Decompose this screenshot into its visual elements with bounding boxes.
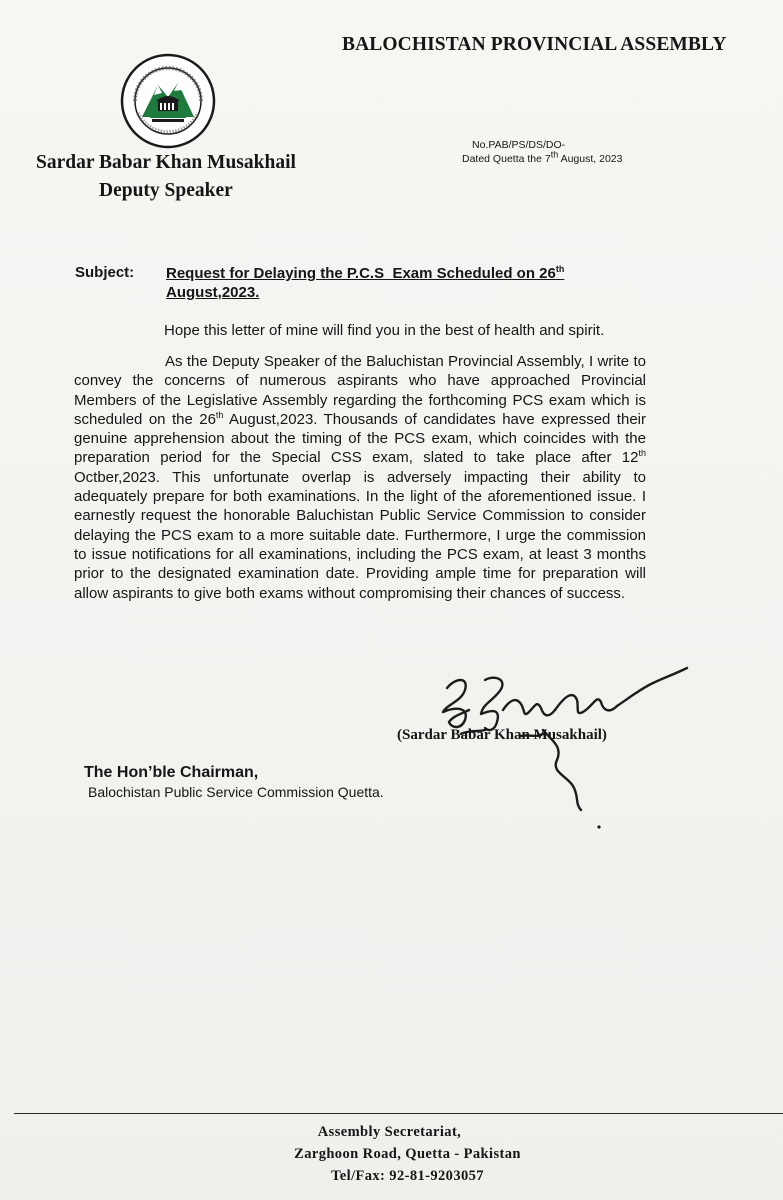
handwritten-signature-icon	[425, 660, 695, 840]
footer-secretariat: Assembly Secretariat,	[317, 1124, 462, 1140]
addressee-title: The Hon’ble Chairman,	[84, 764, 259, 781]
letter-body-paragraph: As the Deputy Speaker of the Baluchistan Provincial Assembly, I write to convey the concerns of numerous aspirants who have approached Provincial Members of the Legislative Assembly regarding the forthcoming PCS exam which is scheduled on the 26th August,2023. Thousands of candidates have expressed their genuine apprehension about the timing of the PCS exam, which coincides with the preparation period for the Special CSS exam, slated to take place after 12th Octber,2023. This unfortunate overlap is adversely impacting their ability to adequately prepare for both examinations. In the light of the aforementioned issue. I earnestly request the honorable Baluchistan Public Service Commission to consider delaying the PCS exam to a more suitable date. Furthermore, I urge the commission to issue notifications for all examinations, including the PCS exam, at least 3 months prior to the designated examination date. Providing ample time for preparation will allow aspirants to give both exams without compromising their chances of success.	[74, 353, 646, 602]
footer-address: Zarghoon Road, Quetta - Pakistan	[294, 1146, 521, 1162]
assembly-name-heading: BALOCHISTAN PROVINCIAL ASSEMBLY	[342, 34, 727, 55]
subject-line: Request for Delaying the P.C.S Exam Scheduled on 26th August,2023.	[166, 264, 565, 301]
deputy-speaker-name: Sardar Babar Khan Musakhail	[36, 152, 296, 173]
assembly-emblem-icon	[120, 53, 216, 149]
footer-divider	[14, 1113, 783, 1114]
signatory-name: (Sardar Babar Khan Musakhail)	[397, 727, 607, 743]
deputy-speaker-title: Deputy Speaker	[99, 180, 233, 201]
letter-date: Dated Quetta the 7th August, 2023	[462, 149, 623, 165]
subject-label: Subject:	[75, 264, 135, 281]
footer-telfax: Tel/Fax: 92-81-9203057	[331, 1168, 484, 1184]
reference-number: No.PAB/PS/DS/DO-	[472, 139, 566, 151]
addressee-organization: Balochistan Public Service Commission Quetta.	[88, 784, 384, 800]
greeting-line: Hope this letter of mine will find you in the best of health and spirit.	[164, 322, 605, 339]
